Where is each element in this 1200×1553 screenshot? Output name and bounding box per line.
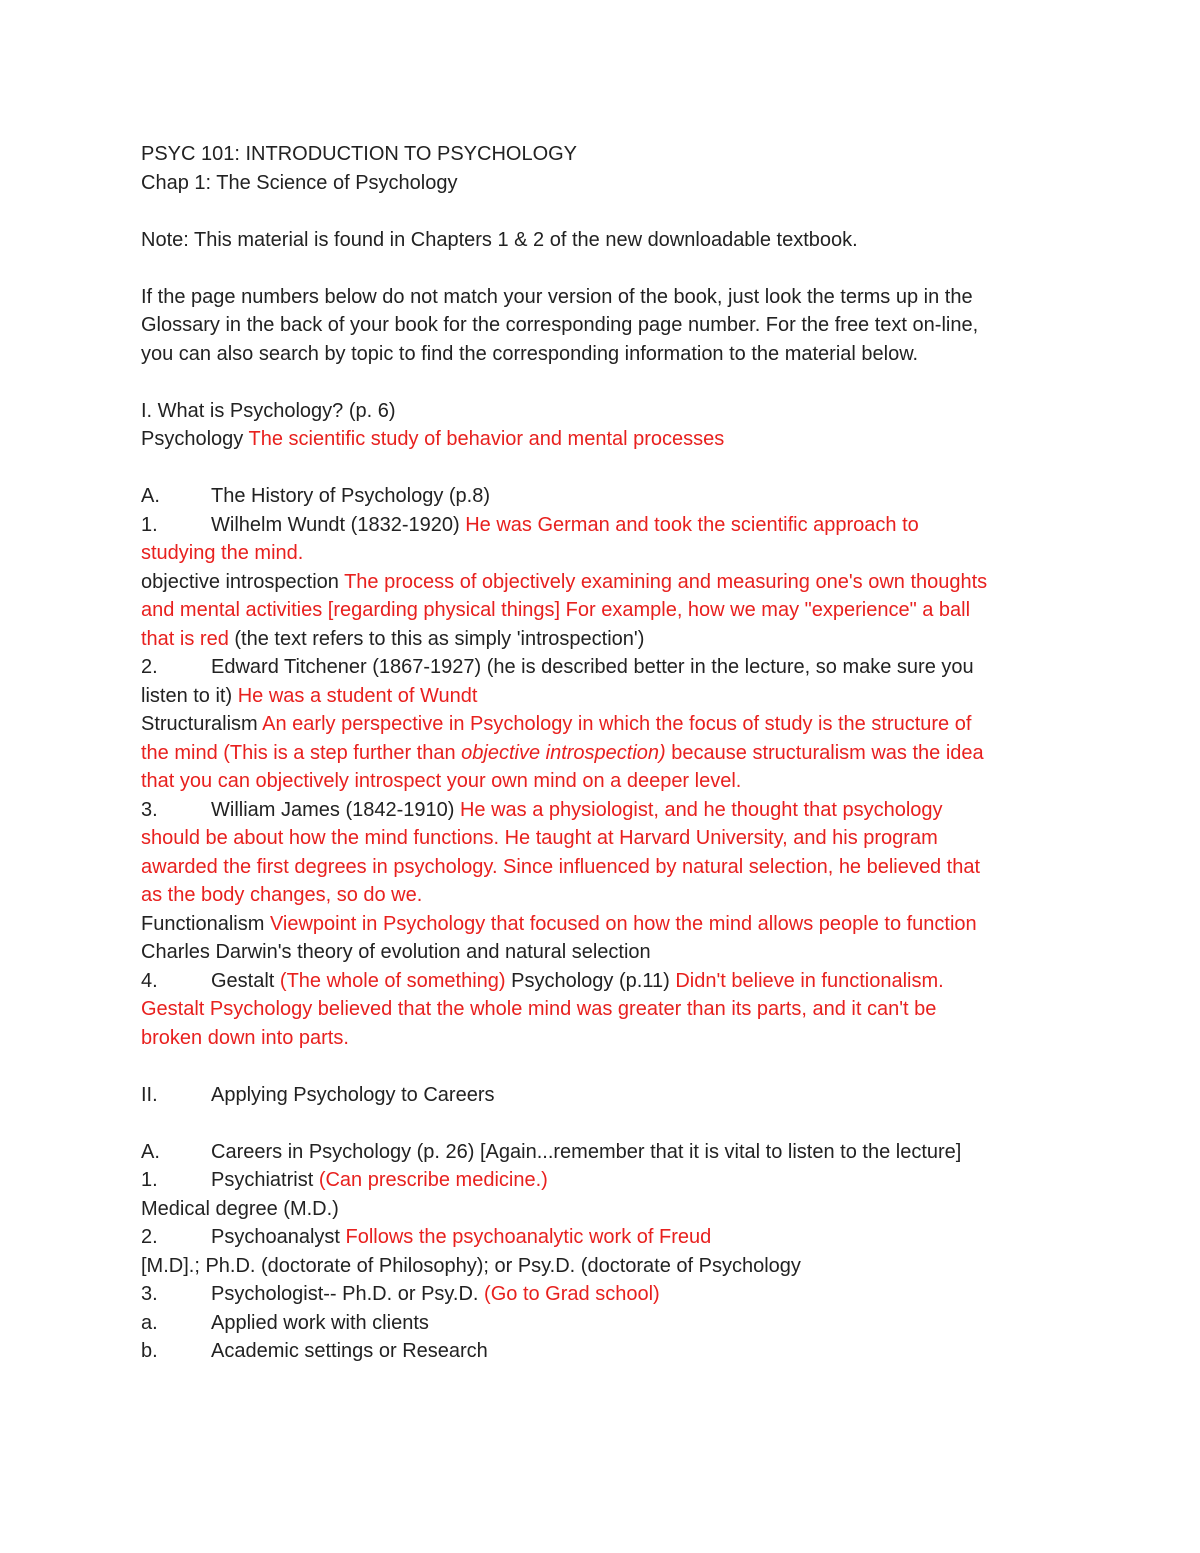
term: Psychology <box>141 428 249 450</box>
definition-cont: and mental activities [regarding physical things] For example, how we may "experience" a ball <box>141 599 971 621</box>
definition-structuralism <box>141 710 1071 739</box>
outline-letter: a. <box>141 1311 158 1334</box>
item-name: Psychiatrist <box>211 1169 319 1191</box>
definition: An early perspective in Psychology in which the focus of study is the structure of <box>262 713 972 735</box>
subsection-heading <box>141 1138 1071 1167</box>
item-note: He was a physiologist, and he thought that psychology <box>459 798 943 821</box>
section-heading <box>141 1081 1071 1110</box>
list-item-titchener <box>141 653 1071 682</box>
heading-text: Careers in Psychology (p. 26) [Again...remember that it is vital to listen to the lecture] <box>211 1140 962 1163</box>
outline-number: 2. <box>141 656 158 678</box>
item-name: Gestalt <box>211 969 280 992</box>
aside-text: (the text refers to this as simply 'introspection') <box>228 627 645 650</box>
item-note-cont: awarded the first degrees in psychology. Since influenced by natural selection, he believed that <box>141 855 981 878</box>
spacer <box>141 254 1071 283</box>
heading-text: The History of Psychology (p.8) <box>211 485 490 507</box>
degree-line: [M.D].; Ph.D. (doctorate of Philosophy); or Psy.D. (doctorate of Psychology <box>141 1254 801 1277</box>
item-name: William James (1842-1910) <box>211 798 460 821</box>
spacer <box>141 368 1071 397</box>
list-item-james <box>141 796 1071 825</box>
note-text: Note: This material is found in Chapters 1 & 2 of the new downloadable textbook. <box>141 228 858 251</box>
sub-item-applied <box>141 1309 1071 1338</box>
list-item-psychoanalyst <box>141 1223 1071 1252</box>
item-note: He was a student of Wundt <box>237 684 478 707</box>
degree-line: Medical degree (M.D.) <box>141 1197 339 1220</box>
outline-letter: b. <box>141 1340 158 1362</box>
outline-label: II. <box>141 1083 158 1106</box>
chapter-subtitle: Chap 1: The Science of Psychology <box>141 171 458 194</box>
item-note-cont: should be about how the mind functions. He taught at Harvard University, and his program <box>141 827 938 849</box>
definition-functionalism <box>141 910 1071 939</box>
item-note: Didn't believe in functionalism. <box>675 969 944 992</box>
list-item-wundt <box>141 511 1071 540</box>
item-text: Applied work with clients <box>211 1311 429 1334</box>
page-title: PSYC 101: INTRODUCTION TO PSYCHOLOGY <box>141 143 578 165</box>
outline-number: 2. <box>141 1226 158 1248</box>
item-note-cont: as the body changes, so do we. <box>141 884 423 906</box>
definition-cont <box>141 625 1071 654</box>
outline-number: 1. <box>141 1169 158 1191</box>
outline-number: 4. <box>141 969 158 992</box>
term: Functionalism <box>141 912 270 935</box>
outline-number: 3. <box>141 798 158 821</box>
definition-text: because structuralism was the idea <box>665 741 984 764</box>
subsection-heading <box>141 482 1071 511</box>
item-note: He was German and took the scientific approach to <box>465 513 919 536</box>
item-name: Edward Titchener (1867-1927) (he is described better in the lecture, so make sure you <box>211 656 974 678</box>
definition: that is red <box>141 627 229 650</box>
definition: The process of objectively examining and measuring one's own thoughts <box>344 570 988 593</box>
item-cont <box>141 682 1071 711</box>
heading-text: Applying Psychology to Careers <box>211 1083 495 1106</box>
item-note: (Go to Grad school) <box>484 1283 660 1305</box>
list-item-gestalt <box>141 967 1071 996</box>
definition: The scientific study of behavior and mental processes <box>248 428 725 450</box>
item-note-cont: Gestalt Psychology believed that the whole mind was greater than its parts, and it can't be <box>141 998 937 1020</box>
spacer <box>141 1052 1071 1081</box>
item-note: Follows the psychoanalytic work of Freud <box>345 1226 712 1248</box>
item-text: listen to it) <box>141 684 238 707</box>
definition-text: the mind (This is a step further than <box>141 741 462 764</box>
sub-item-academic <box>141 1337 1071 1366</box>
emphasis-text: objective introspection) <box>461 741 666 764</box>
definition-cont <box>141 739 1071 768</box>
outline-number: 1. <box>141 513 158 536</box>
item-note-cont: studying the mind. <box>141 542 304 564</box>
spacer <box>141 197 1071 226</box>
item-text: Psychology (p.11) <box>505 969 676 992</box>
item-name: Psychoanalyst <box>211 1226 346 1248</box>
spacer <box>141 1109 1071 1138</box>
intro-line: Glossary in the back of your book for the corresponding page number. For the free text on-line, <box>141 314 979 336</box>
definition: Viewpoint in Psychology that focused on how the mind allows people to function <box>269 912 977 935</box>
outline-label: A. <box>141 485 160 507</box>
item-name: Psychologist-- Ph.D. or Psy.D. <box>211 1283 485 1305</box>
definition-cont: that you can objectively introspect your own mind on a deeper level. <box>141 770 742 792</box>
term: Structuralism <box>141 713 263 735</box>
item-note: (Can prescribe medicine.) <box>318 1169 548 1191</box>
darwin-line: Charles Darwin's theory of evolution and natural selection <box>141 941 651 963</box>
item-text: Academic settings or Research <box>211 1340 488 1362</box>
definition-introspection <box>141 568 1071 597</box>
item-paren: (The whole of something) <box>279 969 506 992</box>
intro-line: you can also search by topic to find the corresponding information to the material below. <box>141 342 919 365</box>
list-item-psychiatrist <box>141 1166 1071 1195</box>
definition-psychology <box>141 425 1071 454</box>
intro-line: If the page numbers below do not match your version of the book, just look the terms up in the <box>141 285 973 308</box>
item-note-cont: broken down into parts. <box>141 1026 349 1049</box>
outline-number: 3. <box>141 1283 158 1305</box>
item-name: Wilhelm Wundt (1832-1920) <box>211 513 466 536</box>
document-page <box>141 140 1071 1366</box>
section-heading: I. What is Psychology? (p. 6) <box>141 399 396 422</box>
term: objective introspection <box>141 570 345 593</box>
list-item-psychologist <box>141 1280 1071 1309</box>
spacer <box>141 454 1071 483</box>
outline-label: A. <box>141 1140 160 1163</box>
